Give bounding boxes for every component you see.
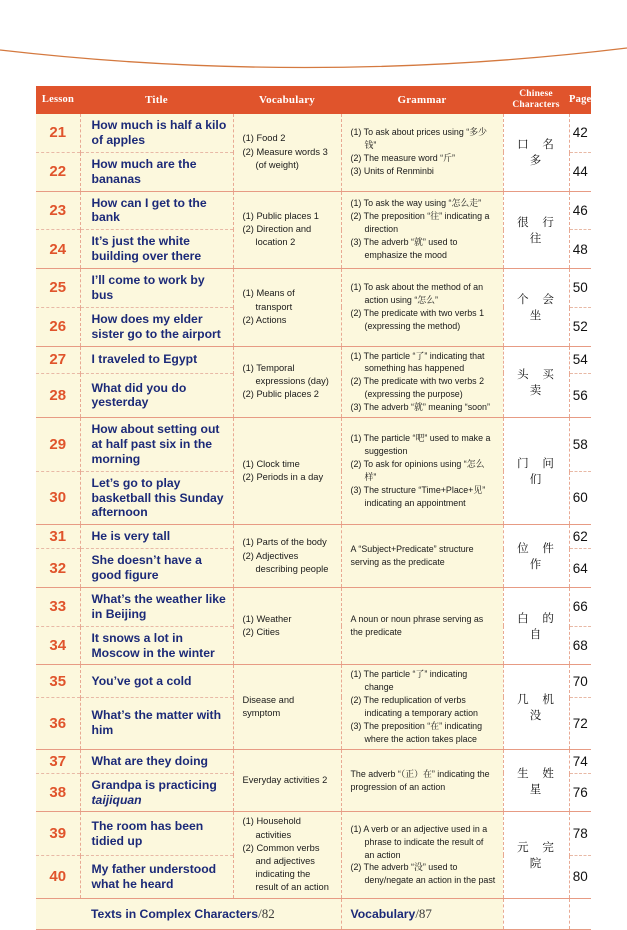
grammar-cell: (1) To ask about prices using “多少钱” (2) The measure word “斤” (3) Units of Renminbi [341,114,503,191]
page-number: 60 [569,471,591,525]
table-row [36,749,591,773]
vocabulary-cell: (1) Temporal expressions (day) (2) Public places 2 [233,346,341,418]
footer-spacer [36,898,80,929]
lesson-number: 26 [36,307,80,346]
lesson-title: Let’s go to play basketball this Sunday afternoon [80,471,233,525]
page-number: 58 [569,418,591,472]
grammar-cell: A noun or noun phrase serving as the predicate [341,587,503,665]
lesson-title: You’ve got a cold [80,665,233,697]
lesson-title: He is very tall [80,525,233,549]
lesson-title: What are they doing [80,749,233,773]
table-of-contents [36,86,591,930]
table-row [36,812,591,855]
column-header-page: Page [569,86,591,114]
chinese-characters-cell: 元 完 院 [503,812,569,898]
decorative-arc [0,0,627,86]
vocabulary-cell: Everyday activities 2 [233,749,341,812]
lesson-number: 24 [36,230,80,269]
lesson-number: 33 [36,587,80,626]
lesson-title: What’s the matter with him [80,697,233,749]
vocabulary-entry: Vocabulary/87 [341,898,503,929]
footer-page-cell [569,898,591,929]
chinese-characters-cell: 很 行 往 [503,191,569,269]
table-row [36,418,591,472]
page-number: 74 [569,749,591,773]
page-number: 42 [569,114,591,152]
grammar-cell: (1) The particle “了” indicating that something has happened (2) The predicate with two verbs 2 (expressing the purpose) (3) The adverb “就” meaning “soon” [341,346,503,418]
chinese-characters-cell: 个 会 坐 [503,269,569,347]
page-number: 54 [569,346,591,373]
vocabulary-cell: (1) Parts of the body (2) Adjectives describing people [233,525,341,588]
lesson-number: 21 [36,114,80,152]
grammar-cell: (1) The particle “吧” used to make a suggestion (2) To ask for opinions using “怎么样” (3) The structure “Time+Place+见” indicating an appointment [341,418,503,525]
lesson-title: My father understood what he heard [80,855,233,898]
grammar-cell: The adverb “（正）在” indicating the progression of an action [341,749,503,812]
lesson-title: How about setting out at half past six in the morning [80,418,233,472]
page-number: 62 [569,525,591,549]
table-row [36,269,591,308]
column-header-title: Title [80,86,233,114]
lesson-number: 37 [36,749,80,773]
lesson-title: It’s just the white building over there [80,230,233,269]
vocabulary-cell: (1) Food 2 (2) Measure words 3 (of weight) [233,114,341,191]
lesson-title: What’s the weather like in Beijing [80,587,233,626]
lesson-number: 30 [36,471,80,525]
column-header-chinese-characters: Chinese Characters [503,86,569,114]
lesson-number: 25 [36,269,80,308]
page-number: 56 [569,373,591,417]
vocabulary-cell: (1) Clock time (2) Periods in a day [233,418,341,525]
table-row [36,191,591,230]
lesson-number: 40 [36,855,80,898]
page-number: 52 [569,307,591,346]
column-header-lesson: Lesson [36,86,80,114]
chinese-characters-cell: 头 买 卖 [503,346,569,418]
lesson-number: 23 [36,191,80,230]
page-number: 72 [569,697,591,749]
footer-row [36,898,591,929]
grammar-cell: (1) The particle “了” indicating change (2) The reduplication of verbs indicating a temporary action (3) The preposition “在” indicating where the action takes place [341,665,503,749]
lesson-title: How much is half a kilo of apples [80,114,233,152]
lesson-title: How does my elder sister go to the airport [80,307,233,346]
lesson-number: 27 [36,346,80,373]
page-number: 48 [569,230,591,269]
lesson-number: 38 [36,773,80,812]
table-row [36,346,591,373]
lesson-number: 39 [36,812,80,855]
page-number: 76 [569,773,591,812]
vocabulary-cell: (1) Public places 1 (2) Direction and location 2 [233,191,341,269]
column-header-vocabulary: Vocabulary [233,86,341,114]
chinese-characters-cell: 位 件 作 [503,525,569,588]
lesson-number: 36 [36,697,80,749]
lesson-number: 31 [36,525,80,549]
page-number: 46 [569,191,591,230]
page-number: 70 [569,665,591,697]
vocabulary-cell: Disease and symptom [233,665,341,749]
grammar-cell: (1) To ask about the method of an action using “怎么” (2) The predicate with two verbs 1 (expressing the method) [341,269,503,347]
chinese-characters-cell: 生 姓 星 [503,749,569,812]
table-row [36,525,591,549]
page-number: 80 [569,855,591,898]
grammar-cell: (1) A verb or an adjective used in a phrase to indicate the result of an action (2) The adverb “没” used to deny/negate an action in the past [341,812,503,898]
lesson-number: 35 [36,665,80,697]
lesson-title: What did you do yesterday [80,373,233,417]
chinese-characters-cell: 口 名 多 [503,114,569,191]
lesson-number: 29 [36,418,80,472]
page-number: 64 [569,549,591,588]
header-row [36,86,591,114]
table-row [36,114,591,152]
page-number: 68 [569,626,591,665]
lesson-title: I’ll come to work by bus [80,269,233,308]
lesson-number: 28 [36,373,80,417]
table-row [36,587,591,626]
lesson-title: She doesn’t have a good figure [80,549,233,588]
lesson-number: 32 [36,549,80,588]
chinese-characters-cell: 白 的 自 [503,587,569,665]
vocabulary-cell: (1) Household activities (2) Common verbs and adjectives indicating the result of an action [233,812,341,898]
table-body [36,114,591,930]
page-number: 44 [569,152,591,191]
texts-in-complex-characters-entry: Texts in Complex Characters/82 [80,898,341,929]
grammar-cell: A “Subject+Predicate” structure serving as the predicate [341,525,503,588]
page-number: 78 [569,812,591,855]
lesson-number: 34 [36,626,80,665]
table-header [36,86,591,114]
footer-chinese-characters-cell [503,898,569,929]
vocabulary-cell: (1) Means of transport (2) Actions [233,269,341,347]
chinese-characters-cell: 门 问 们 [503,418,569,525]
page-number: 50 [569,269,591,308]
lesson-number: 22 [36,152,80,191]
vocabulary-cell: (1) Weather (2) Cities [233,587,341,665]
chinese-characters-cell: 几 机 没 [503,665,569,749]
grammar-cell: (1) To ask the way using “怎么走” (2) The preposition “往” indicating a direction (3) The adverb “就” used to emphasize the mood [341,191,503,269]
table-row [36,665,591,697]
lesson-title: I traveled to Egypt [80,346,233,373]
lesson-title: The room has been tidied up [80,812,233,855]
lesson-title: It snows a lot in Moscow in the winter [80,626,233,665]
lesson-title: How much are the bananas [80,152,233,191]
page-number: 66 [569,587,591,626]
lesson-title: Grandpa is practicing taijiquan [80,773,233,812]
column-header-grammar: Grammar [341,86,503,114]
lesson-title: How can I get to the bank [80,191,233,230]
